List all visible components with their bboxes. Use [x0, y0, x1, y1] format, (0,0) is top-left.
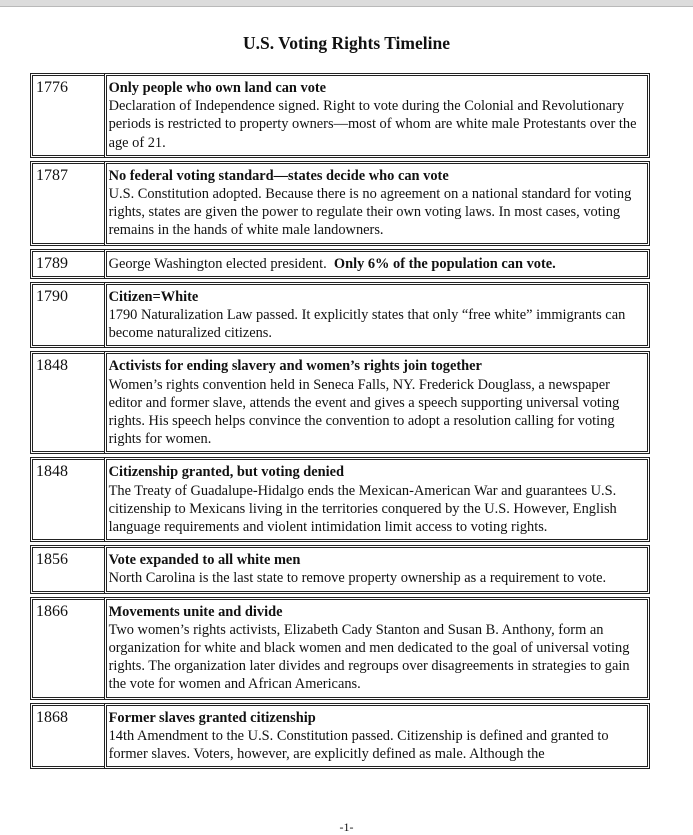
entry-emphasis: Only 6% of the population can vote. — [333, 255, 556, 272]
table-row — [30, 597, 650, 700]
viewer-top-bar — [0, 0, 693, 7]
entry-text: 1790 Naturalization Law passed. It explicitly states that only “free white” immigrants can become naturalized citizens. — [108, 307, 626, 342]
entry-heading: Vote expanded to all white men — [108, 552, 301, 569]
year-cell: 1787 — [30, 161, 104, 246]
description-cell — [104, 597, 650, 700]
year-cell: 1776 — [30, 73, 104, 158]
year-cell: 1848 — [30, 351, 104, 454]
entry-text: Women’s rights convention held in Seneca Falls, NY. Frederick Douglass, a newspaper editor and former slave, attends the event and gives a speech supporting universal voting rights. His speech helps convince the convention to adopt a resolution calling for voting rights for women. — [108, 376, 620, 448]
table-row — [30, 703, 650, 770]
table-row — [30, 351, 650, 454]
entry-text: Declaration of Independence signed. Right to vote during the Colonial and Revolutionary periods is restricted to property owners—most of whom are white male Protestants over the age of 21. — [108, 98, 637, 151]
description-cell — [104, 703, 650, 770]
year-cell: 1790 — [30, 282, 104, 349]
table-row — [30, 161, 650, 246]
year-cell: 1789 — [30, 249, 104, 279]
entry-heading: Activists for ending slavery and women’s rights join together — [108, 358, 482, 375]
page-title: U.S. Voting Rights Timeline — [243, 33, 450, 53]
page-number: -1- — [339, 820, 354, 834]
entry-heading: Only people who own land can vote — [108, 80, 327, 96]
description-cell — [104, 161, 650, 246]
table-row — [30, 545, 650, 593]
table-row — [30, 249, 650, 279]
description-cell — [104, 457, 650, 542]
description-cell — [104, 249, 650, 279]
entry-text: George Washington elected president. — [108, 255, 334, 272]
description-cell — [104, 282, 650, 349]
year-cell: 1848 — [30, 457, 104, 542]
description-cell — [104, 351, 650, 454]
year-cell: 1866 — [30, 597, 104, 700]
entry-text: U.S. Constitution adopted. Because there is no agreement on a national standard for voting rights, states are given the power to regulate their own voting laws. In most cases, voting remains in the hands of white male landowners. — [108, 186, 632, 239]
entry-heading: Citizen=White — [108, 288, 199, 305]
table-row — [30, 73, 650, 158]
entry-heading: Citizenship granted, but voting denied — [108, 464, 345, 481]
entry-heading: No federal voting standard—states decide who can vote — [108, 167, 449, 184]
entry-text: Two women’s rights activists, Elizabeth Cady Stanton and Susan B. Anthony, form an organization for white and black women and men dedicated to the goal of universal voting rights. The organization later divides and regroups over disagreements in strategies to gain the vote for women and African Americans. — [108, 621, 630, 693]
table-row — [30, 282, 650, 349]
entry-text: The Treaty of Guadalupe-Hidalgo ends the Mexican-American War and guarantees U.S. citizenship to Mexicans living in the territories conquered by the U.S. However, English language requirements and violent intimidation limit access to voting rights. — [108, 482, 617, 536]
entry-text: North Carolina is the last state to remove property ownership as a requirement to vote. — [108, 570, 607, 587]
entry-heading: Movements unite and divide — [108, 603, 283, 620]
description-cell — [104, 545, 650, 593]
description-cell — [104, 73, 650, 158]
year-cell: 1856 — [30, 545, 104, 593]
timeline-table — [30, 70, 650, 772]
entry-heading: Former slaves granted citizenship — [108, 709, 316, 726]
entry-text: 14th Amendment to the U.S. Constitution passed. Citizenship is defined and granted to former slaves. Voters, however, are explicitly defined as male. Although the — [108, 727, 609, 763]
year-cell: 1868 — [30, 703, 104, 770]
table-row — [30, 457, 650, 542]
